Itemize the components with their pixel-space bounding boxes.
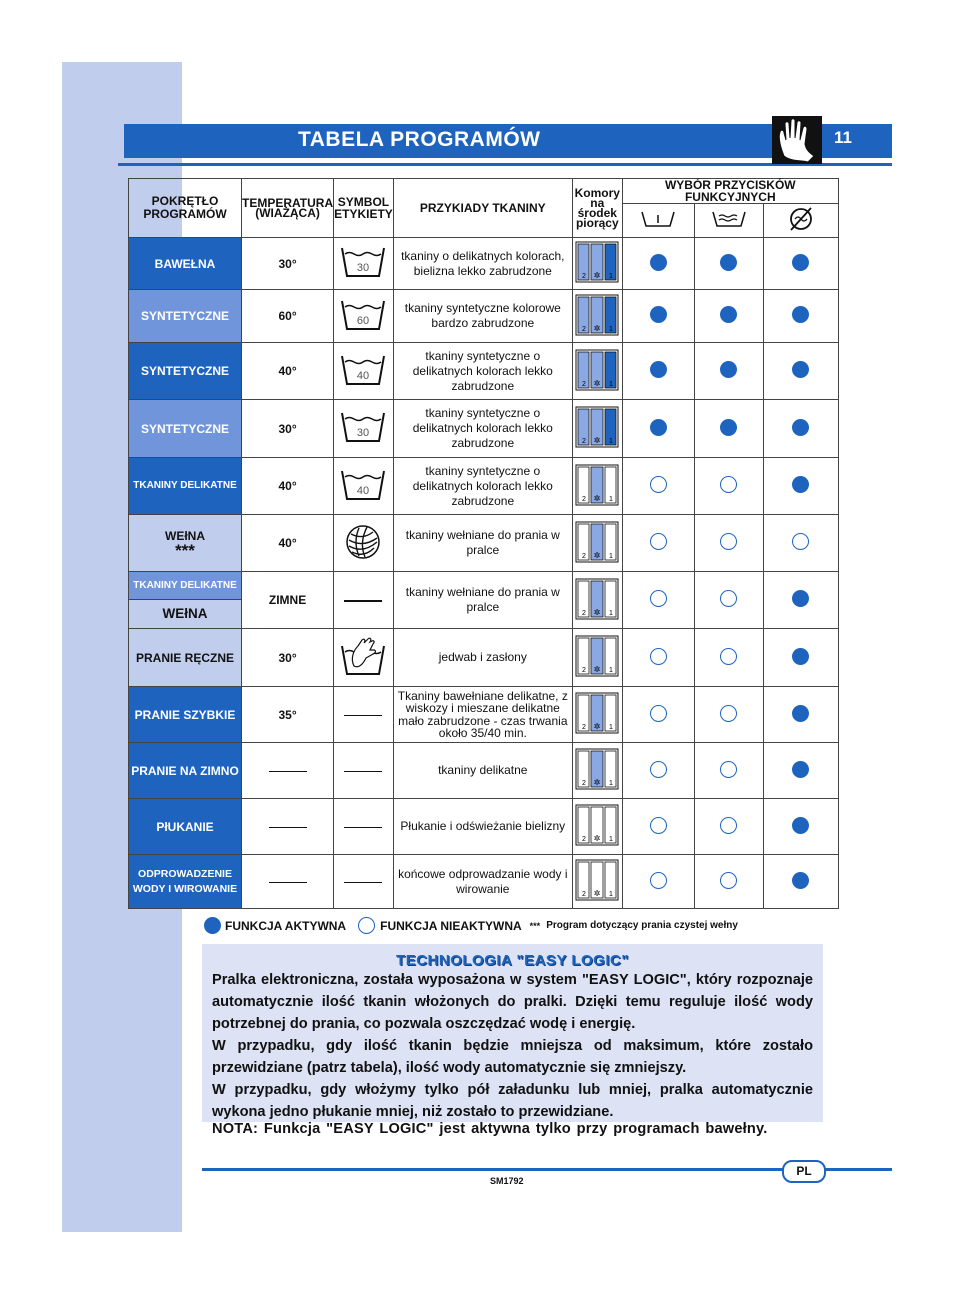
nospin-state — [763, 572, 838, 629]
svg-text:2: 2 — [582, 724, 587, 731]
program-name: PłUKANIE — [129, 799, 242, 855]
rinse-state — [694, 238, 763, 290]
easy-logic-paragraph: Pralka elektroniczna, została wyposażona w system "EASY LOGIC", który rozpoznaje automatycznie ilość tkanin włożonych do pralki. Dzięki temu reguluje ilość wody potrzebnej do prania, co pozwala oszczędzać wodę i energię. — [212, 972, 813, 1032]
fabric-example: tkaniny syntetyczne o delikatnych kolorach lekko zabrudzone — [393, 458, 572, 515]
detergent-compartments-icon — [575, 748, 619, 790]
no-spin-icon — [763, 204, 838, 238]
prewash-state — [622, 743, 694, 799]
language-badge: PL — [782, 1160, 826, 1183]
header-row — [129, 179, 839, 204]
active-dot-icon — [204, 917, 221, 934]
rinse-state — [694, 343, 763, 400]
svg-text:✲: ✲ — [593, 889, 601, 898]
table-row — [129, 799, 839, 855]
compartments-cell — [572, 400, 622, 458]
nospin-state — [763, 687, 838, 743]
table-row — [129, 515, 839, 572]
temperature-dash — [242, 799, 334, 855]
compartments-cell — [572, 238, 622, 290]
header-program: POKRĘTŁO PROGRAMÓW — [129, 179, 242, 238]
svg-text:✲: ✲ — [593, 607, 601, 617]
svg-text:2: 2 — [582, 891, 587, 898]
svg-text:2: 2 — [582, 495, 587, 503]
temperature-dash — [242, 743, 334, 799]
svg-text:✲: ✲ — [593, 323, 601, 333]
programs-table — [128, 178, 839, 909]
no-symbol-dash — [334, 743, 394, 799]
table-row — [129, 238, 839, 290]
nospin-state — [763, 515, 838, 572]
legend — [204, 917, 738, 934]
page-number: 11 — [834, 128, 852, 147]
temperature-dash — [242, 855, 334, 909]
rinse-state — [694, 799, 763, 855]
compartments-cell — [572, 687, 622, 743]
prewash-state — [622, 629, 694, 687]
svg-text:✲: ✲ — [593, 722, 601, 731]
compartments-cell — [572, 743, 622, 799]
hand-wash-icon — [334, 629, 394, 687]
temperature: 60° — [242, 290, 334, 343]
compartments-cell — [572, 515, 622, 572]
table-row — [129, 572, 839, 629]
svg-text:1: 1 — [609, 552, 614, 560]
program-name: PRANIE SZYBKIE — [129, 687, 242, 743]
svg-text:1: 1 — [609, 438, 614, 445]
program-name: SYNTETYCZNE — [129, 343, 242, 400]
svg-text:2: 2 — [582, 380, 587, 388]
detergent-compartments-icon — [575, 804, 619, 846]
detergent-compartments-icon — [575, 349, 619, 391]
symbol-temp: 40 — [357, 484, 370, 497]
header-examples: PRZYKIADY TKANINY — [393, 179, 572, 238]
rinse-state — [694, 743, 763, 799]
detergent-compartments-icon — [575, 241, 619, 283]
fabric-example: tkaniny syntetyczne kolorowe bardzo zabrudzone — [393, 290, 572, 343]
prewash-state — [622, 343, 694, 400]
nospin-state — [763, 290, 838, 343]
svg-text:1: 1 — [609, 609, 614, 617]
rinse-state — [694, 290, 763, 343]
washtub-label-icon — [334, 458, 394, 515]
easy-logic-box — [202, 944, 823, 1122]
svg-text:2: 2 — [582, 609, 587, 617]
header-symbol: SYMBOL ETYKIETY — [334, 179, 394, 238]
nospin-state — [763, 743, 838, 799]
easy-logic-paragraph: W przypadku, gdy włożymy tylko pół załadunku lub mniej, pralka automatycznie wykona jedno płukanie mniej, niż zostało to przewidziane. — [212, 1082, 813, 1120]
detergent-compartments-icon — [575, 464, 619, 506]
fabric-example: końcowe odprowadzanie wody i wirowanie — [393, 855, 572, 909]
detergent-compartments-icon — [575, 635, 619, 677]
program-name: TKANINY DELIKATNE WEłNA — [129, 572, 242, 629]
compartments-cell — [572, 855, 622, 909]
prewash-state — [622, 458, 694, 515]
header-compartments: Komory na środek piorący — [572, 179, 622, 238]
compartments-cell — [572, 572, 622, 629]
compartments-cell — [572, 629, 622, 687]
svg-text:✲: ✲ — [593, 778, 601, 787]
table-row — [129, 629, 839, 687]
rinse-state — [694, 687, 763, 743]
tub-left-label: 2 — [582, 273, 587, 280]
program-name: ODPROWADZENIE WODY I WIROWANIE — [129, 855, 242, 909]
prewash-state — [622, 855, 694, 909]
no-symbol-dash — [334, 855, 394, 909]
detergent-compartments-icon — [575, 692, 619, 734]
svg-text:1: 1 — [609, 495, 614, 503]
legend-note: Program dotyczący prania czystej wełny — [546, 920, 738, 931]
fabric-example: Płukanie i odświeżanie bielizny — [393, 799, 572, 855]
page-title: TABELA PROGRAMÓW — [298, 128, 541, 151]
svg-text:✲: ✲ — [593, 436, 601, 445]
rinse-state — [694, 515, 763, 572]
compartments-cell — [572, 343, 622, 400]
fabric-example: tkaniny wełniane do prania w pralce — [393, 572, 572, 629]
prewash-state — [622, 238, 694, 290]
temperature: 30° — [242, 238, 334, 290]
detergent-compartments-icon — [575, 859, 619, 901]
fabric-example: Tkaniny bawełniane delikatne, z wiskozy i mieszane delikatne mało zabrudzone - czas trwania około 35/40 min. — [393, 687, 572, 743]
table-row — [129, 743, 839, 799]
program-name: PRANIE RĘCZNE — [129, 629, 242, 687]
prewash-icon — [622, 204, 694, 238]
header-functions: WYBÓR PRZYCISKÓW FUNKCYJNYCH — [622, 179, 838, 204]
no-symbol-dash — [334, 572, 394, 629]
fabric-example: tkaniny o delikatnych kolorach, bielizna lekko zabrudzone — [393, 238, 572, 290]
svg-text:1: 1 — [609, 836, 614, 843]
legend-stars: *** — [529, 920, 541, 931]
temperature: 30° — [242, 629, 334, 687]
washtub-label-icon — [334, 290, 394, 343]
fabric-example: jedwab i zasłony — [393, 629, 572, 687]
prewash-state — [622, 572, 694, 629]
svg-text:2: 2 — [582, 836, 587, 843]
svg-text:1: 1 — [609, 724, 614, 731]
svg-text:1: 1 — [609, 325, 614, 333]
symbol-temp: 30 — [357, 427, 370, 439]
program-name: PRANIE NA ZIMNO — [129, 743, 242, 799]
legend-inactive-label: FUNKCJA NIEAKTYWNA — [380, 918, 522, 933]
extra-rinse-icon — [694, 204, 763, 238]
svg-text:2: 2 — [582, 438, 587, 445]
nospin-state — [763, 799, 838, 855]
document-code: SM1792 — [490, 1176, 524, 1186]
program-name: SYNTETYCZNE — [129, 290, 242, 343]
nospin-state — [763, 458, 838, 515]
rinse-state — [694, 629, 763, 687]
fabric-example: tkaniny syntetyczne o delikatnych kolorach lekko zabrudzone — [393, 400, 572, 458]
temperature: 35° — [242, 687, 334, 743]
detergent-compartments-icon — [575, 578, 619, 620]
program-name: SYNTETYCZNE — [129, 400, 242, 458]
nospin-state — [763, 238, 838, 290]
compartments-cell — [572, 290, 622, 343]
nospin-state — [763, 343, 838, 400]
easy-logic-title: TECHNOLOGIA "EASY LOGIC" — [396, 952, 629, 969]
prewash-state — [622, 799, 694, 855]
table-row — [129, 290, 839, 343]
nospin-state — [763, 855, 838, 909]
detergent-compartments-icon — [575, 406, 619, 448]
svg-text:✲: ✲ — [593, 378, 601, 388]
program-name: WEłNA *** — [129, 515, 242, 572]
no-symbol-dash — [334, 687, 394, 743]
nospin-state — [763, 629, 838, 687]
legend-active-label: FUNKCJA AKTYWNA — [225, 918, 347, 933]
no-symbol-dash — [334, 799, 394, 855]
svg-text:2: 2 — [582, 780, 587, 787]
svg-text:✲: ✲ — [593, 493, 601, 503]
washtub-label-icon — [334, 343, 394, 400]
temperature: 40° — [242, 343, 334, 400]
svg-text:1: 1 — [609, 891, 614, 898]
compartments-cell — [572, 458, 622, 515]
fabric-example: tkaniny syntetyczne o delikatnych kolorach lekko zabrudzone — [393, 343, 572, 400]
table-row — [129, 855, 839, 909]
svg-text:✲: ✲ — [593, 271, 601, 280]
compartments-cell — [572, 799, 622, 855]
table-row — [129, 458, 839, 515]
tub-right-label: 1 — [609, 273, 614, 280]
prewash-state — [622, 687, 694, 743]
table-row — [129, 343, 839, 400]
temperature: 40° — [242, 515, 334, 572]
rinse-state — [694, 400, 763, 458]
prewash-state — [622, 290, 694, 343]
svg-text:1: 1 — [609, 380, 614, 388]
symbol-temp: 60 — [357, 314, 370, 327]
program-name: BAWEŁNA — [129, 238, 242, 290]
svg-text:2: 2 — [582, 667, 587, 674]
temperature: ZIMNE — [242, 572, 334, 629]
prewash-state — [622, 515, 694, 572]
prewash-state — [622, 400, 694, 458]
detergent-compartments-icon — [575, 521, 619, 563]
table-row — [129, 687, 839, 743]
program-name: TKANINY DELIKATNE — [129, 458, 242, 515]
inactive-dot-icon — [358, 917, 375, 934]
svg-text:✲: ✲ — [593, 550, 601, 560]
wool-ball-icon — [334, 515, 394, 572]
symbol-temp: 40 — [357, 369, 370, 382]
temperature: 30° — [242, 400, 334, 458]
detergent-compartments-icon — [575, 294, 619, 336]
header-temperature: TEMPERATURA (WIAŻĄCA) — [242, 179, 334, 238]
nospin-state — [763, 400, 838, 458]
svg-text:2: 2 — [582, 325, 587, 333]
program-stars: *** — [175, 541, 195, 560]
easy-logic-paragraph: W przypadku, gdy ilość tkanin będzie mniejsza od maksimum, które zostało przewidziane (patrz tabela), ilość wody automatycznie się zmniejszy. — [212, 1038, 813, 1076]
easy-logic-note: NOTA: Funkcja "EASY LOGIC" jest aktywna tylko przy programach bawełny. — [212, 1121, 768, 1137]
easy-logic-text — [212, 969, 813, 1123]
table-row — [129, 400, 839, 458]
fabric-example: tkaniny delikatne — [393, 743, 572, 799]
svg-text:✲: ✲ — [593, 834, 601, 843]
svg-text:1: 1 — [609, 667, 614, 674]
temperature: 40° — [242, 458, 334, 515]
hand-icon — [772, 116, 822, 164]
rinse-state — [694, 458, 763, 515]
rinse-state — [694, 572, 763, 629]
rinse-state — [694, 855, 763, 909]
washtub-label-icon — [334, 238, 394, 290]
svg-text:1: 1 — [609, 780, 614, 787]
symbol-temp: 30 — [357, 262, 370, 274]
washtub-label-icon — [334, 400, 394, 458]
svg-text:2: 2 — [582, 552, 587, 560]
svg-text:✲: ✲ — [593, 665, 601, 674]
fabric-example: tkaniny wełniane do prania w pralce — [393, 515, 572, 572]
